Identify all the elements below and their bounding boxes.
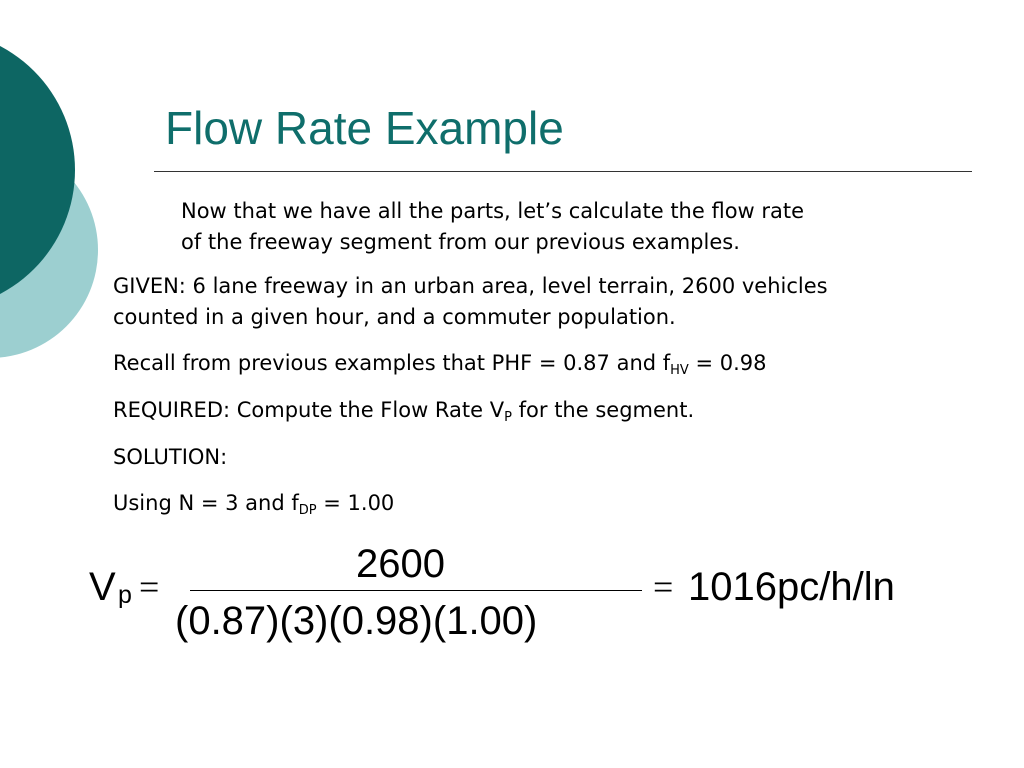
- intro-line-1: Now that we have all the parts, let’s calculate the flow rate: [181, 199, 805, 223]
- equation-numerator: 2600: [356, 542, 445, 586]
- title-divider: [154, 171, 972, 172]
- required-suffix: for the segment.: [511, 398, 695, 422]
- given-line-1: GIVEN: 6 lane freeway in an urban area, level terrain, 2600 vehicles: [113, 274, 828, 298]
- slide-title: Flow Rate Example: [165, 102, 564, 154]
- solution-label: SOLUTION:: [113, 445, 228, 469]
- intro-paragraph: [181, 196, 804, 258]
- recall-paragraph: [113, 348, 767, 379]
- recall-prefix: Recall from previous examples that PHF = 0.87 and f: [113, 351, 671, 375]
- equation-lhs-symbol: V: [89, 565, 116, 609]
- required-paragraph: [113, 395, 694, 426]
- equation-denominator: (0.87)(3)(0.98)(1.00): [175, 599, 538, 643]
- using-subscript: DP: [298, 503, 317, 518]
- fraction-bar: [190, 590, 642, 591]
- intro-line-2: of the freeway segment from our previous examples.: [181, 230, 740, 254]
- using-prefix: Using N = 3 and f: [113, 491, 299, 515]
- given-paragraph: [113, 271, 828, 333]
- required-subscript: P: [504, 410, 512, 425]
- equation-result: 1016pc/h/ln: [688, 565, 895, 609]
- equation-equals-sign-2: =: [653, 567, 674, 607]
- using-paragraph: [113, 488, 394, 519]
- given-line-2: counted in a given hour, and a commuter population.: [113, 305, 676, 329]
- required-prefix: REQUIRED: Compute the Flow Rate V: [113, 398, 505, 422]
- recall-suffix: = 0.98: [688, 351, 767, 375]
- equation-lhs-subscript: p: [118, 581, 132, 609]
- using-suffix: = 1.00: [316, 491, 395, 515]
- light-teal-circle: [0, 142, 98, 358]
- equation-equals-sign-1: =: [139, 567, 160, 607]
- recall-subscript: HV: [670, 363, 689, 378]
- dark-teal-circle: [0, 30, 75, 310]
